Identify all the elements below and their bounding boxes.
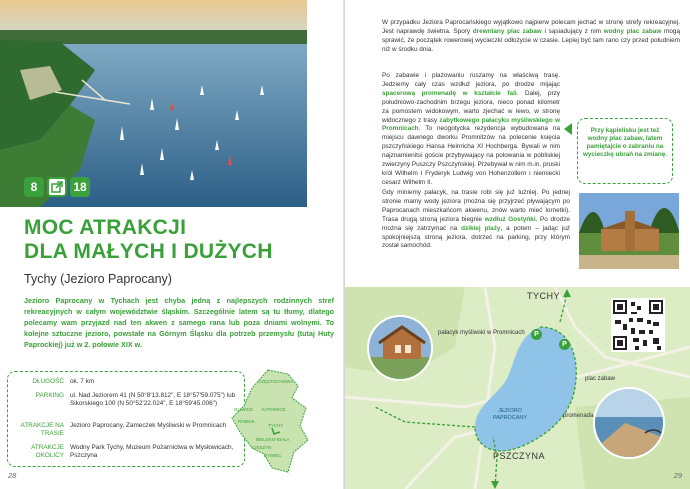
body-text: i sąsiadujący z nim <box>541 27 604 35</box>
paragraph-2 <box>382 72 560 188</box>
palace-photo <box>579 193 679 269</box>
page-number-right: 29 <box>673 471 682 480</box>
difficulty-badge: 8 <box>24 177 44 197</box>
highlight-text: spacerową promenadę w kształcie fali <box>382 89 517 97</box>
paragraph-1 <box>382 19 680 55</box>
route-type-icon <box>47 177 67 197</box>
body-text: . To neogotycka rezydencja wybudowana na miejscu dawnego dworku Promnitzów na polecenie księcia pszczyńskiego Hansa Heinricha XI Hochberga. Bywali w nim najznamienitsi goście przybywający na polowania w pobliskiej zwierzyny Puszczy Pszczyńskiej. Przebywał w nim m.in. pruski król Wilhelm I Fryderyk Ludwig von Hohenzollern i niemiecki cesarz Wilhelm II. <box>382 125 560 186</box>
city-label-bottom: PSZCZYNA <box>493 451 546 461</box>
route-badges <box>24 177 90 197</box>
parking-marker: P <box>559 339 570 350</box>
paragraph-3 <box>382 189 570 251</box>
map-label: GLIWICE <box>234 407 254 412</box>
location-subtitle: Tychy (Jezioro Paprocany) <box>24 272 172 286</box>
lake-aerial-photo <box>0 0 307 207</box>
map-label: KATOWICE <box>262 407 286 412</box>
age-badge: 18 <box>70 177 90 197</box>
qr-code[interactable] <box>611 298 665 352</box>
palace-circle-photo <box>367 315 433 381</box>
page-number-left: 28 <box>8 471 17 480</box>
lake-map-label: JEZIORO PAPROCANY <box>492 408 528 421</box>
body-text: mogą sprawić, że początek rowerowej wycieczki odłożycie w czasie. Lepiej być tam rano czy przed południem niż w środku dnia. <box>382 27 680 53</box>
region-mini-map <box>228 368 320 476</box>
tip-note: Przy kąpielisku jest też wodny plac zabaw, latem pamiętajcie o zabraniu na wycieczkę ubrań na zmianę. <box>577 118 673 184</box>
city-label-top: TYCHY <box>527 291 561 301</box>
body-text: . Po drodze można się zatrzymać na <box>382 215 570 232</box>
title-line-2: DLA MAŁYCH I DUŻYCH <box>24 240 273 263</box>
page-title <box>24 216 324 264</box>
highlight-text: dzikiej plaży <box>461 224 501 232</box>
highlight-text: drewniany plac zabaw <box>472 27 542 35</box>
map-label: BIELSKO-BIAŁA <box>256 437 290 442</box>
highlight-text: wzdłuż Gostyńki <box>484 215 536 223</box>
map-label: TYCHY <box>268 423 284 428</box>
highlight-text: wodny plac zabaw <box>603 27 662 35</box>
title-line-1: MOC ATRAKCJI <box>24 216 187 239</box>
promenade-circle-photo <box>593 387 665 459</box>
body-text: , a potem – jadąc już spokojniejszą stroną jeziora, dotrzeć na parking, przy którym został samochód. <box>382 224 570 250</box>
route-info-box: DŁUGOŚĆ ok. 7 km PARKING ul. Nad Jeziorem 41 (N 50°8'13.812", E 18°57'59.075") lub Sikorskiego 100 (N 50°52'22.024", E 18°59'45.006") ATRAKCJE NA TRASIE Jezioro Paprocany, Zameczek Myśliwski w Promnicach ATRAKCJE OKOLICY Wodny Park Tychy, Muzeum Pożarnictwa w Mysłowicach, Pszczyna <box>7 371 245 467</box>
right-page <box>345 0 690 489</box>
body-text: Gdy miniemy pałacyk, na trasie robi się już luźniej. Po jednej stronie mamy wody jeziora (można się przyjrzeć pływającym po Paprocanach mieszkańcom akwenu, znów warto mieć lornetki). Trasa drugą stroną jeziora biegnie <box>382 189 570 223</box>
palace-map-label: pałacyk myśliwski w Promnicach <box>438 330 525 336</box>
map-label: RYBNIK <box>238 419 255 424</box>
promenade-map-label: promenada <box>563 413 594 419</box>
highlight-text: zabytkowego pałacyku myśliwskiego w Promnicach <box>382 116 560 133</box>
map-label: ŻYWIEC <box>264 453 282 458</box>
body-text: Po zabawie i plażowaniu ruszamy na właściwą trasę. Jedziemy cały czas wzdłuż jeziora, po drodze mijając <box>382 72 560 88</box>
body-text: W przypadku Jeziora Paprocańskiego wyjątkowo najpierw polecam jechać w stronę strefy rekreacyjnej. Jest naprawdę świetna. Spory <box>382 19 680 35</box>
map-label: CZĘSTOCHOWA <box>258 379 294 384</box>
lead-paragraph: Jezioro Paprocany w Tychach jest chyba jedną z najlepszych rodzinnych stref rekreacyjnych w całym województwie śląskim. Szczególnie latem są tu tłumy, dlatego polecamy wam przyjazd nad ten akwen z samego rana lub poza dniami wolnymi. To kolejne sztuczne jezioro, powstałe na Górnym Śląsku dla potrzeb przemysłu (tutaj Huty Paprockiej) już w 2. połowie XIX w. <box>24 296 334 349</box>
body-text: . Dalej, przy południowo-zachodnim brzegu jeziora, nieco ponad kilometr za pomostem widokowym, warto zjechać w lewo, w stronę widocznego z trasy <box>382 89 560 124</box>
parking-marker: P <box>531 329 542 340</box>
note-arrow-icon <box>564 123 578 135</box>
map-label: CIESZYN <box>252 445 272 450</box>
playground-map-label: plac zabaw <box>585 376 616 382</box>
